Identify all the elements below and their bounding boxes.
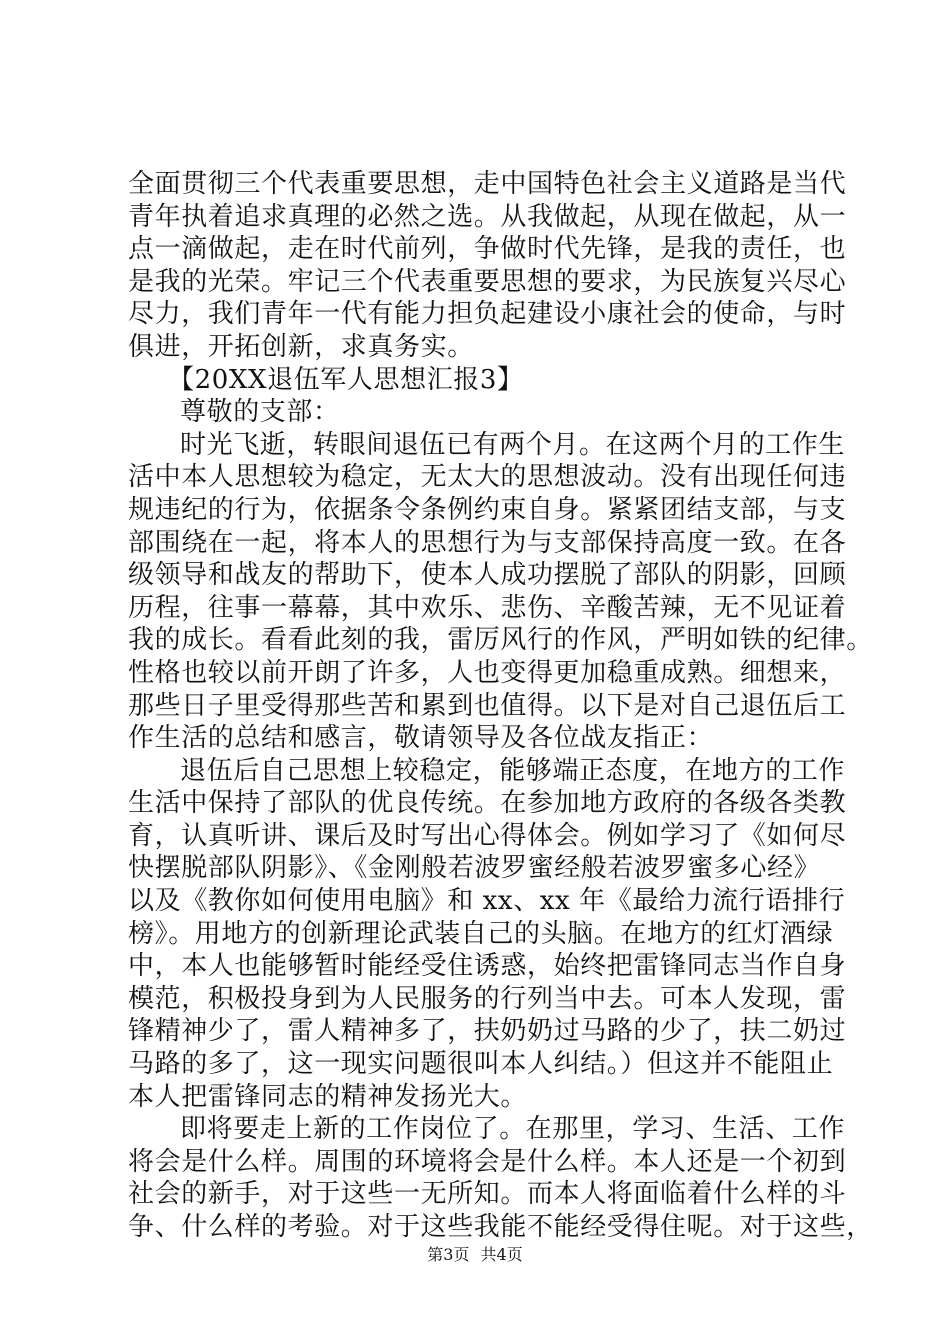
text-line: 性格也较以前开朗了许多，人也变得更加稳重成熟。细想来， xyxy=(128,657,847,688)
text-line: 本人把雷锋同志的精神发扬光大。 xyxy=(128,1081,528,1112)
text-line: 作生活的总结和感言，敬请领导及各位战友指正： xyxy=(128,723,714,754)
text-line: 历程，往事一幕幕，其中欢乐、悲伤、辛酸苦辣，无不见证着 xyxy=(128,592,847,623)
text-line: 榜》。用地方的创新理论武装自己的头脑。在地方的红灯酒绿 xyxy=(128,918,834,949)
text-line: 那些日子里受得那些苦和累到也值得。以下是对自己退伍后工 xyxy=(128,690,847,721)
text-line: 中，本人也能够暂时能经受住诱惑，始终把雷锋同志当作自身 xyxy=(128,951,847,982)
text-line: 尽力，我们青年一代有能力担负起建设小康社会的使命，与时 xyxy=(128,299,847,330)
text-line: 锋精神少了，雷人精神多了，扶奶奶过马路的少了，扶二奶过 xyxy=(128,1016,847,1047)
page-total: 共4页 xyxy=(480,1245,523,1264)
page-number: 第3页 xyxy=(427,1245,470,1264)
text-line: 俱进，开拓创新，求真务实。 xyxy=(128,331,474,362)
text-line: 点一滴做起，走在时代前列，争做时代先锋，是我的责任，也 xyxy=(128,234,847,265)
text-line: 部围绕在一起，将本人的思想行为与支部保持高度一致。在各 xyxy=(128,527,847,558)
text-line: 马路的多了，这一现实问题很叫本人纠结。）但这并不能阻止 xyxy=(128,1049,834,1080)
text-line: 退伍后自己思想上较稳定，能够端正态度，在地方的工作 xyxy=(180,755,846,786)
page-footer xyxy=(0,1245,950,1265)
text-line: 我的成长。看看此刻的我，雷厉风行的作风，严明如铁的纪律。 xyxy=(128,625,873,656)
text-line: 级领导和战友的帮助下，使本人成功摆脱了部队的阴影，回顾 xyxy=(128,560,847,591)
text-line: 育，认真听讲、课后及时写出心得体会。例如学习了《如何尽 xyxy=(128,820,847,851)
text-line: 将会是什么样。周围的环境将会是什么样。本人还是一个初到 xyxy=(128,1146,847,1177)
text-line: 规违纪的行为，依据条令条例约束自身。紧紧团结支部，与支 xyxy=(128,494,847,525)
text-line: 模范，积极投身到为人民服务的行列当中去。可本人发现，雷 xyxy=(128,983,847,1014)
text-line: 即将要走上新的工作岗位了。在那里，学习、生活、工作 xyxy=(180,1114,846,1145)
text-line: 活中本人思想较为稳定，无太大的思想波动。没有出现任何违 xyxy=(128,462,847,493)
text-line: 时光飞逝，转眼间退伍已有两个月。在这两个月的工作生 xyxy=(180,429,846,460)
text-line: 青年执着追求真理的必然之选。从我做起，从现在做起，从一 xyxy=(128,201,847,232)
text-line: 尊敬的支部： xyxy=(180,397,340,428)
text-line: 争、什么样的考验。对于这些我能不能经受得住呢。对于这些， xyxy=(128,1212,873,1242)
text-line: 是我的光荣。牢记三个代表重要思想的要求，为民族复兴尽心 xyxy=(128,266,847,297)
section-title: 【20XX退伍军人思想汇报3】 xyxy=(168,364,524,395)
text-line: 全面贯彻三个代表重要思想，走中国特色社会主义道路是当代 xyxy=(128,169,847,199)
text-line: 生活中保持了部队的优良传统。在参加地方政府的各级各类教 xyxy=(128,788,847,819)
text-line: 以及《教你如何使用电脑》和 xx、xx 年《最给力流行语排行 xyxy=(128,886,846,917)
text-line: 社会的新手，对于这些一无所知。而本人将面临着什么样的斗 xyxy=(128,1179,847,1210)
document-body xyxy=(128,168,873,1244)
text-line: 快摆脱部队阴影》、《金刚般若波罗蜜经般若波罗蜜多心经》 xyxy=(128,853,821,884)
